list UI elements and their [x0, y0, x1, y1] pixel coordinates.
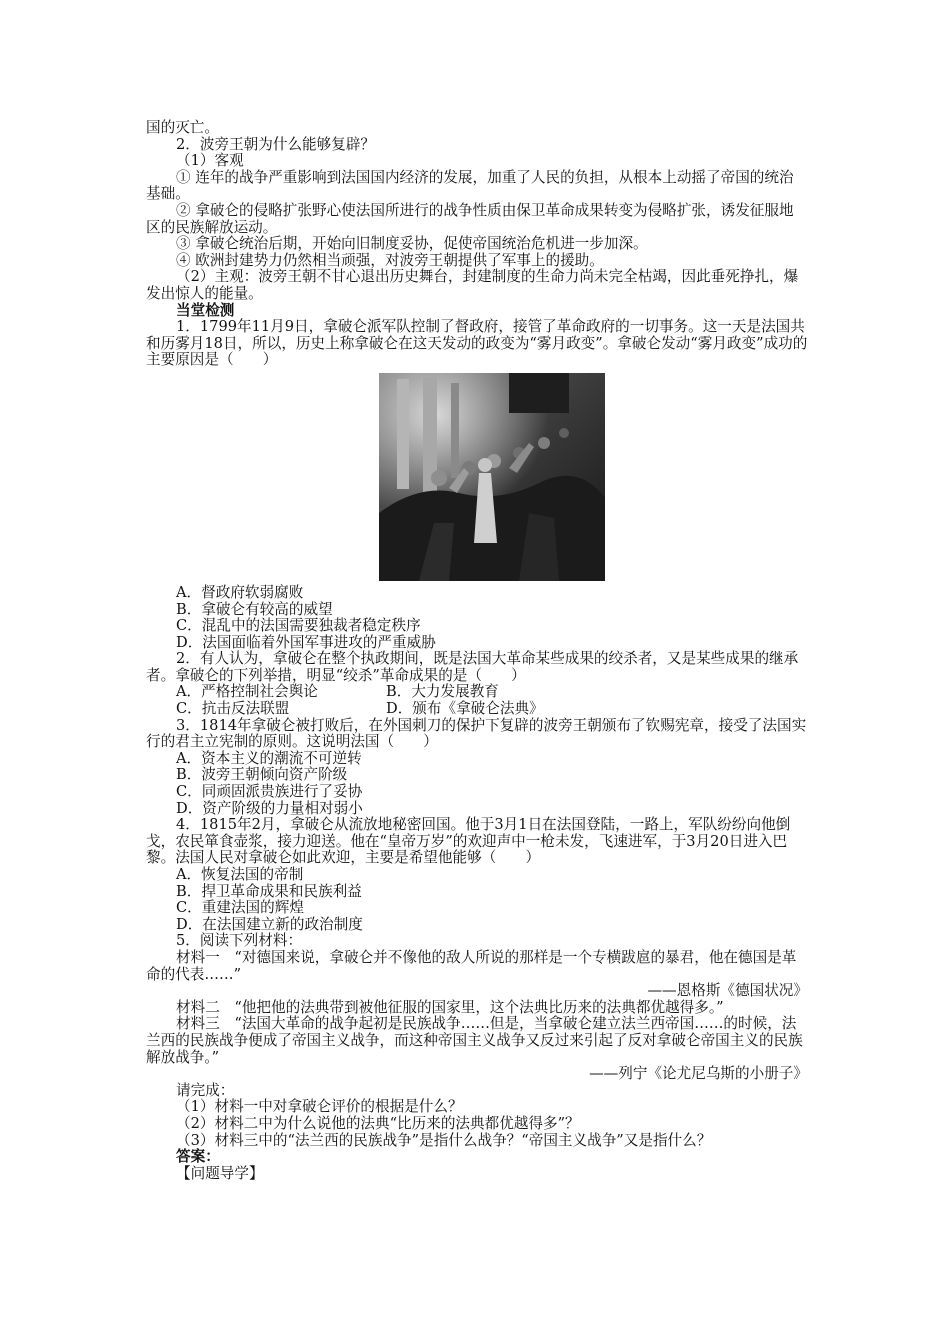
objective-point-4: ④ 欧洲封建势力仍然相当顽强，对波旁王朝提供了军事上的援助。 [176, 251, 604, 269]
q5-stem: 5．阅读下列材料： [176, 932, 303, 950]
q3-stem: 3．1814年拿破仑被打败后，在外国刺刀的保护下复辟的波旁王朝颁布了钦赐宪章，接受了法国实行的君主立宪制的原则。这说明法国（ ） [146, 716, 807, 751]
objective-label: （1）客观 [176, 152, 244, 170]
q1-stem: 1．1799年11月9日，拿破仑派军队控制了督政府，接管了革命政府的一切事务。这一天是法国共和历雾月18日，所以，历史上称拿破仑在这天发动的政变为“雾月政变”。拿破仑发动“雾月政变”成功的主要原因是（ ） [146, 318, 808, 369]
material-3: 材料三 “法国大革命的战争起初是民族战争……但是，当拿破仑建立法兰西帝国……的时候，法兰西的民族战争便成了帝国主义战争，而这种帝国主义战争又反过来引起了反对拿破仑帝国主义的民族解放战争。” [146, 1015, 803, 1066]
q1-option-c: C．混乱中的法国需要独裁者稳定秩序 [176, 617, 421, 635]
q2-option-a: A．严格控制社会舆论 [176, 683, 318, 701]
q2-option-b: B．大力发展教育 [386, 683, 499, 701]
task-prompt: 请完成： [176, 1081, 235, 1099]
q3-option-a: A．资本主义的潮流不可逆转 [176, 749, 362, 767]
q4-option-c: C．重建法国的辉煌 [176, 899, 304, 917]
section-title: 当堂检测 [176, 301, 235, 319]
q1-option-a: A．督政府软弱腐败 [176, 583, 304, 601]
objective-point-1: ① 连年的战争严重影响到法国国内经济的发展，加重了人民的负担，从根本上动摇了帝国的统治基础。 [146, 168, 794, 203]
answer-label: 答案： [176, 1148, 220, 1166]
q2-option-d: D．颁布《拿破仑法典》 [386, 700, 544, 718]
objective-point-3: ③ 拿破仑统治后期，开始向旧制度妥协，促使帝国统治危机进一步加深。 [176, 235, 648, 253]
sub-question-2: （2）材料二中为什么说他的法典“比历来的法典都优越得多”？ [176, 1114, 580, 1132]
q3-option-d: D．资产阶级的力量相对弱小 [176, 799, 363, 817]
q4-stem: 4．1815年2月，拿破仑从流放地秘密回国。他于3月1日在法国登陆，一路上，军队纷纷向他倒戈，农民箪食壶浆，接力迎送。他在“皇帝万岁”的欢迎声中一枪未发，飞速进军，于3月20日进入巴黎。法国人民对拿破仑如此欢迎，主要是希望他能够（ ） [146, 816, 791, 867]
q2-option-c: C．抗击反法联盟 [176, 700, 290, 718]
material-1: 材料一 “对德国来说，拿破仑并不像他的敌人所说的那样是一个专横跋扈的暴君，他在德国是革命的代表……” [146, 948, 797, 983]
subjective-paragraph: （2）主观：波旁王朝不甘心退出历史舞台，封建制度的生命力尚未完全枯竭，因此垂死挣扎，爆发出惊人的能量。 [146, 268, 799, 302]
q3-option-c: C．同顽固派贵族进行了妥协 [176, 783, 363, 801]
material-1-source: ——恩格斯《德国状况》 [647, 982, 808, 1000]
sub-question-1: （1）材料一中对拿破仑评价的根据是什么？ [176, 1098, 463, 1116]
material-3-source: ——列宁《论尤尼乌斯的小册子》 [589, 1065, 808, 1083]
q1-option-b: B．拿破仑有较高的威望 [176, 600, 333, 618]
text-line: 国的灭亡。 [146, 119, 219, 136]
q4-option-b: B．捍卫革命成果和民族利益 [176, 882, 362, 900]
answer-subheading: 【问题导学】 [176, 1164, 264, 1182]
sub-question-3: （3）材料三中的“法兰西的民族战争”是指什么战争？“帝国主义战争”又是指什么？ [176, 1131, 712, 1149]
painting-image [379, 373, 605, 581]
question-2-heading: 2．波旁王朝为什么能够复辟？ [176, 135, 376, 153]
q2-options-row-1 [146, 684, 808, 701]
q1-option-d: D．法国面临着外国军事进攻的严重威胁 [176, 633, 436, 651]
material-2: 材料二 “他把他的法典带到被他征服的国家里，这个法典比历来的法典都优越得多。” [176, 998, 724, 1016]
q4-option-d: D．在法国建立新的政治制度 [176, 915, 363, 933]
q4-option-a: A．恢复法国的帝制 [176, 866, 304, 883]
q2-stem: 2．有人认为，拿破仑在整个执政期间，既是法国大革命某些成果的绞杀者，又是某些成果的继承者。拿破仑的下列举措，明显“绞杀”革命成果的是（ ） [146, 650, 799, 684]
document-page [146, 120, 808, 1182]
q2-options-row-2 [146, 701, 808, 718]
q3-option-b: B．波旁王朝倾向资产阶级 [176, 766, 348, 784]
objective-point-2: ② 拿破仑的侵略扩张野心使法国所进行的战争性质由保卫革命成果转变为侵略扩张，诱发征服地区的民族解放运动。 [146, 201, 794, 236]
